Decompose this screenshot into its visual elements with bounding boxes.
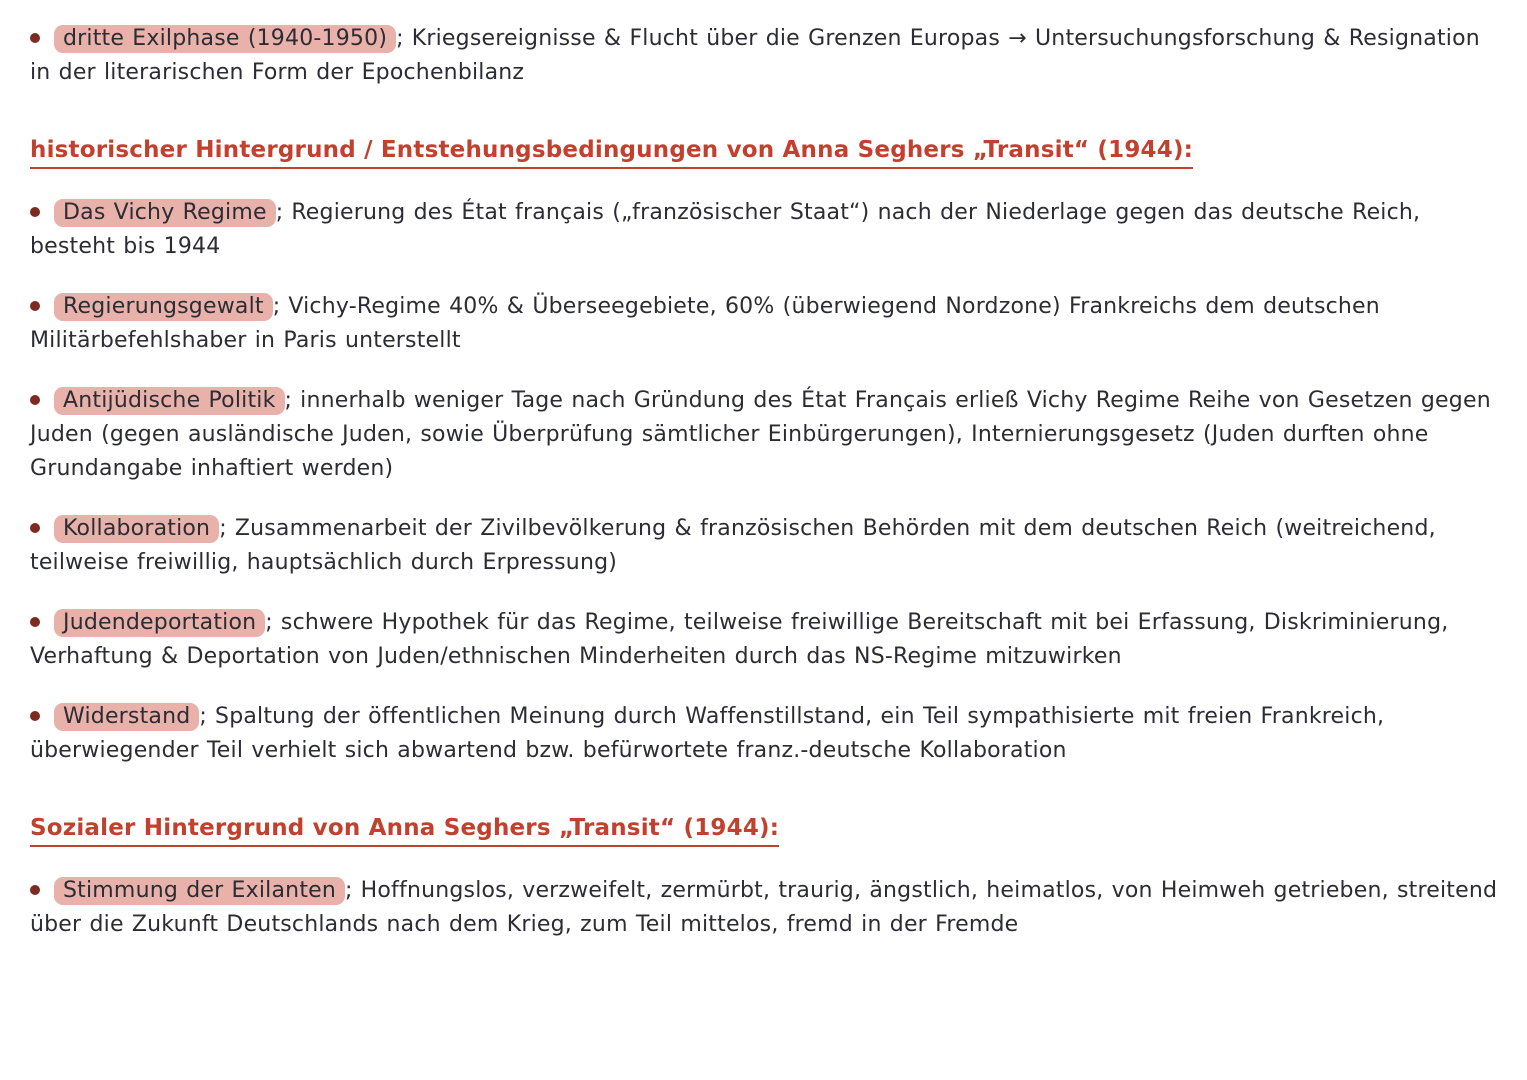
separator: ; [272,294,281,319]
bullet-dot [30,711,40,721]
highlight-keyword: dritte Exilphase (1940-1950) [54,25,396,53]
highlight-keyword: Widerstand [54,703,199,731]
bullet-dot [30,885,40,895]
section-heading-sozialer-hintergrund [30,812,1499,844]
section-heading-text: Sozialer Hintergrund von Anna Seghers „Transit“ (1944): [30,815,779,847]
highlight-keyword: Kollaboration [54,515,219,543]
bullet-dot [30,301,40,311]
highlight-keyword: Antijüdische Politik [54,387,285,415]
note-bullet-judendeportation [30,606,1499,674]
bullet-text: Hoffnungslos, verzweifelt, zermürbt, traurig, ängstlich, heimatlos, von Heimweh getrieben, streitend über die Zukunft Deutschlands nach dem Krieg, zum Teil mittelos, fremd in der Fremde [30,878,1498,937]
bullet-dot [30,617,40,627]
bullet-text: Zusammenarbeit der Zivilbevölkerung & französischen Behörden mit dem deutschen Reich (weitreichend, teilweise freiwillig, hauptsächlich durch Erpressung) [30,516,1436,575]
note-bullet-kollaboration [30,512,1499,580]
highlight-keyword: Regierungsgewalt [54,293,273,321]
highlight-keyword: Stimmung der Exilanten [54,877,345,905]
section-heading-text: historischer Hintergrund / Entstehungsbedingungen von Anna Seghers „Transit“ (1944): [30,137,1193,169]
separator: ; [345,878,353,903]
bullet-text: Spaltung der öffentlichen Meinung durch Waffenstillstand, ein Teil sympathisierte mit freien Frankreich, überwiegender Teil verhielt sich abwartend bzw. befürwortete franz.-deutsche Kollaboration [30,704,1385,763]
separator: ; [265,610,273,635]
note-bullet-regierungsgewalt [30,290,1499,358]
separator: ; [396,26,404,51]
highlight-keyword: Das Vichy Regime [54,199,276,227]
bullet-text: Regierung des État français („französischer Staat“) nach der Niederlage gegen das deutsche Reich, besteht bis 1944 [30,200,1421,259]
note-bullet-exilphase [30,22,1499,90]
separator: ; [199,704,208,729]
bullet-dot [30,395,40,405]
note-bullet-antijuedische-politik [30,384,1499,486]
separator: ; [219,516,227,541]
highlight-keyword: Judendeportation [54,609,265,637]
bullet-dot [30,33,40,43]
bullet-text: Vichy-Regime 40% & Überseegebiete, 60% (überwiegend Nordzone) Frankreichs dem deutschen Militärbefehlshaber in Paris unterstellt [30,294,1380,353]
note-bullet-stimmung-exilanten [30,874,1499,942]
bullet-text: schwere Hypothek für das Regime, teilweise freiwillige Bereitschaft mit bei Erfassung, Diskriminierung, Verhaftung & Deportation von Juden/ethnischen Minderheiten durch das NS-Regime mitzuwirken [30,610,1449,669]
bullet-text: Kriegsereignisse & Flucht über die Grenzen Europas → Untersuchungsforschung & Resignation in der literarischen Form der Epochenbilanz [30,26,1480,85]
separator: ; [284,388,293,413]
note-bullet-vichy-regime [30,196,1499,264]
bullet-text: innerhalb weniger Tage nach Gründung des État Français erließ Vichy Regime Reihe von Gesetzen gegen Juden (gegen ausländische Juden, sowie Überprüfung sämtlicher Einbürgerungen), Internierungsgesetz (Juden durften ohne Grundangabe inhaftiert werden) [30,388,1491,481]
section-heading-historischer-hintergrund [30,134,1499,166]
bullet-dot [30,523,40,533]
separator: ; [275,200,284,225]
bullet-dot [30,207,40,217]
note-bullet-widerstand [30,700,1499,768]
